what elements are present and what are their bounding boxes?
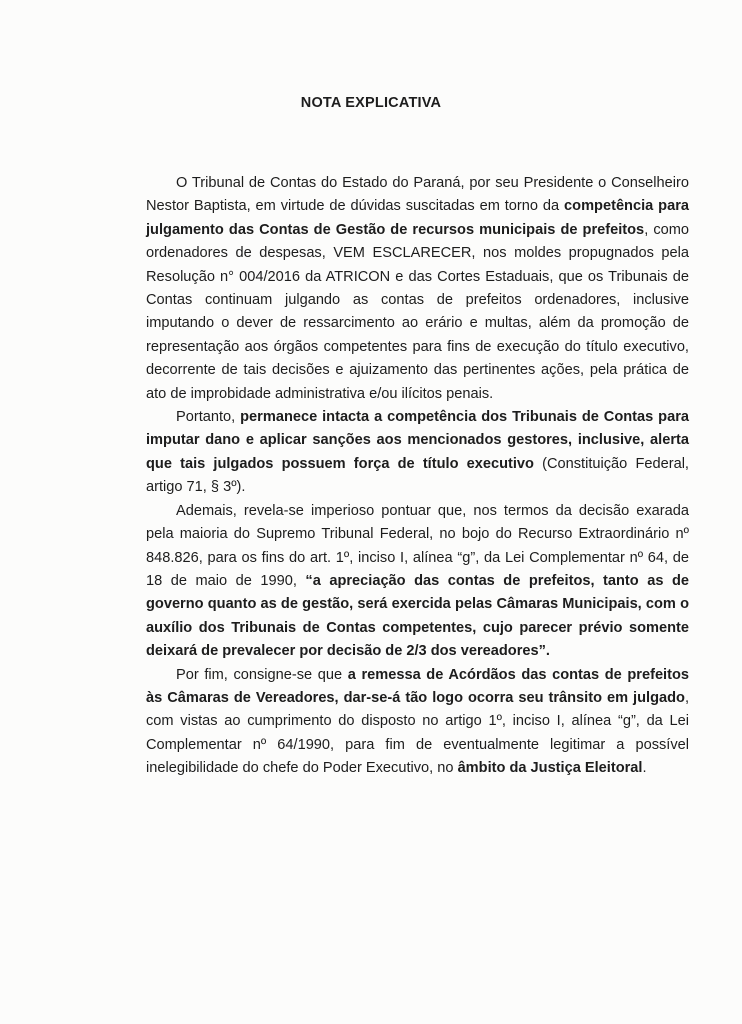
paragraph-text: O Tribunal de Contas do Estado do Paraná, por seu Presidente o Conselheiro Nestor Baptista, em virtude de dúvidas suscitadas em torno da xyxy=(146,175,689,215)
document-body xyxy=(146,172,689,781)
paragraph-1 xyxy=(146,172,689,406)
paragraph-2 xyxy=(146,406,689,500)
paragraph-emphasis: “a apreciação das contas de prefeitos, tanto as de governo quanto as de gestão, será exercida pelas Câmaras Municipais, com o auxílio dos Tribunais de Contas competentes, cujo parecer prévio somente deixará de prevalecer por decisão de 2/3 dos vereadores”. xyxy=(146,572,689,660)
paragraph-text: , com vistas ao cumprimento do disposto no artigo 1º, inciso I, alínea “g”, da Lei Complementar nº 64/1990, para fim de eventualmente legitimar a possível inelegibilidade do chefe do Poder Executivo, no xyxy=(146,689,689,777)
paragraph-text: , como ordenadores de despesas, VEM ESCLARECER, nos moldes propugnados pela Resolução n° 004/2016 da ATRICON e das Cortes Estaduais, que os Tribunais de Contas continuam julgando as contas de prefeitos ordenadores, inclusive imputando o dever de ressarcimento ao erário e multas, além da promoção de representação aos órgãos competentes para fins de execução do título executivo, decorrente de tais decisões e ajuizamento das pertinentes ações, pela prática de ato de improbidade administrativa e/ou ilícitos penais. xyxy=(146,221,690,402)
paragraph-text: Ademais, revela-se imperioso pontuar que, nos termos da decisão exarada pela maioria do Supremo Tribunal Federal, no bojo do Recurso Extraordinário nº 848.826, para os fins do art. 1º, inciso I, alínea “g”, da Lei Complementar nº 64, de 18 de maio de 1990, xyxy=(146,502,689,589)
paragraph-text: . xyxy=(642,760,647,777)
paragraph-emphasis: a remessa de Acórdãos das contas de prefeitos às Câmaras de Vereadores, dar-se-á tão logo ocorra seu trânsito em julgado xyxy=(146,666,689,706)
paragraph-3 xyxy=(146,500,689,664)
paragraph-text: Por fim, consigne-se que xyxy=(176,666,348,683)
paragraph-4 xyxy=(146,664,689,781)
paragraph-text: (Constituição Federal, artigo 71, § 3º). xyxy=(146,455,689,496)
paragraph-emphasis: âmbito da Justiça Eleitoral xyxy=(457,760,643,777)
document-title: NOTA EXPLICATIVA xyxy=(300,95,442,111)
paragraph-emphasis: competência para julgamento das Contas de Gestão de recursos municipais de prefeitos xyxy=(146,198,689,238)
paragraph-emphasis: permanece intacta a competência dos Tribunais de Contas para imputar dano e aplicar sanções aos mencionados gestores, inclusive, alerta que tais julgados possuem força de título executivo xyxy=(146,409,689,472)
paragraph-text: Portanto, xyxy=(176,409,241,426)
